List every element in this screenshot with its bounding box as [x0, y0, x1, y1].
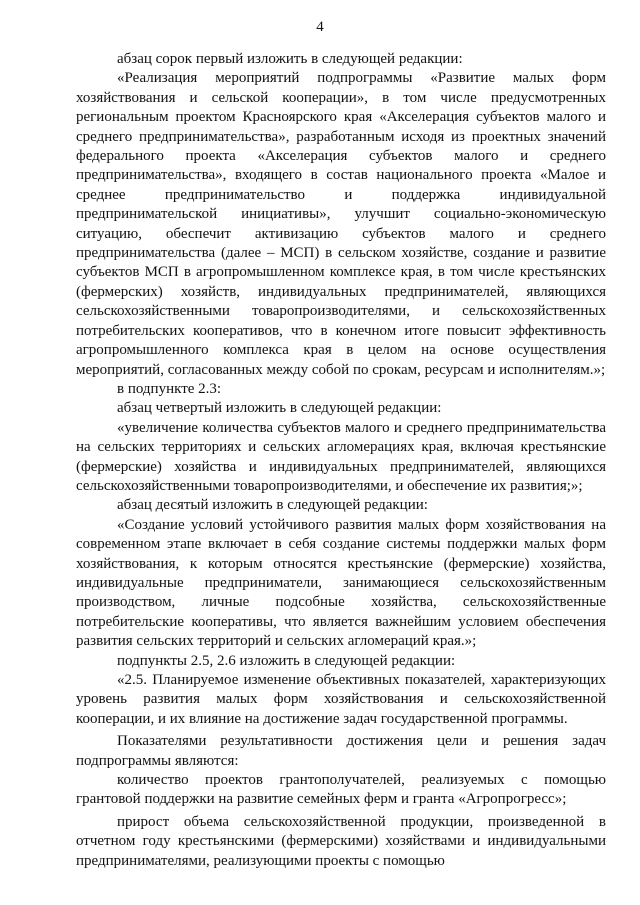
paragraph: Показателями результативности достижения цели и решения задач подпрограммы являются: [76, 733, 606, 769]
paragraph: абзац четвертый изложить в следующей редакции: [117, 400, 442, 417]
document-body [76, 50, 606, 871]
paragraph: количество проектов грантополучателей, реализуемых с помощью грантовой поддержки на развитие семейных ферм и гранта «Агропрогресс»; [76, 772, 606, 808]
paragraph: «2.5. Планируемое изменение объективных показателей, характеризующих уровень развития малых форм хозяйствования и сельскохозяйственной кооперации, и их влияние на достижение задач государственной программы. [76, 672, 606, 727]
paragraph: подпункты 2.5, 2.6 изложить в следующей редакции: [117, 652, 456, 669]
paragraph: «увеличение количества субъектов малого и среднего предпринимательства на сельских территориях и сельских агломерациях края, включая крестьянские (фермерские) хозяйства и индивидуальных предпринимателей, являющихся сельскохозяйственными товаропроизводителями, и обеспечение их развития;»; [76, 419, 606, 494]
paragraph: «Реализация мероприятий подпрограммы «Развитие малых форм хозяйствования и сельской кооперации», в том числе предусмотренных региональным проектом Красноярского края «Акселерация субъектов малого и среднего предпринимательства», разработанным исходя из проектных значений федерального проекта «Акселерация субъектов малого и среднего предпринимательства», входящего в состав национального проекта «Малое и среднее предпринимательство и поддержка индивидуальной предпринимательской инициативы», улучшит социально-экономическую ситуацию, обеспечит активизацию субъектов малого и среднего предпринимательства (далее – МСП) в сельском хозяйстве, создание и развитие субъектов МСП в агропромышленном комплексе края, в том числе крестьянских (фермерских) хозяйств, индивидуальных предпринимателей, являющихся сельскохозяйственными товаропроизводителями, и сельскохозяйственных потребительских кооперативов, что в конечном итоге повысит эффективность агропромышленного комплекса края в целом на основе осуществления мероприятий, согласованных между собой по срокам, ресурсам и исполнителям.»; [76, 70, 606, 378]
page-number: 4 [316, 19, 324, 35]
paragraph: абзац десятый изложить в следующей редакции: [117, 497, 428, 514]
paragraph: в подпункте 2.3: [117, 380, 222, 397]
paragraph: абзац сорок первый изложить в следующей редакции: [117, 51, 463, 67]
paragraph: «Создание условий устойчивого развития малых форм хозяйствования на современном этапе включает в себя создание системы поддержки малых форм хозяйствования, к которым относятся крестьянские (фермерские) хозяйства, индивидуальные предприниматели, занимающиеся сельскохозяйственным производством, личные подсобные хозяйства, сельскохозяйственные потребительские кооперативы, что является важнейшим условием обеспечения развития сельских территорий и сельских агломераций края.»; [76, 516, 606, 650]
paragraph: прирост объема сельскохозяйственной продукции, произведенной в отчетном году крестьянскими (фермерскими) хозяйствами и индивидуальными предпринимателями, реализующими проекты с помощью [76, 813, 606, 869]
